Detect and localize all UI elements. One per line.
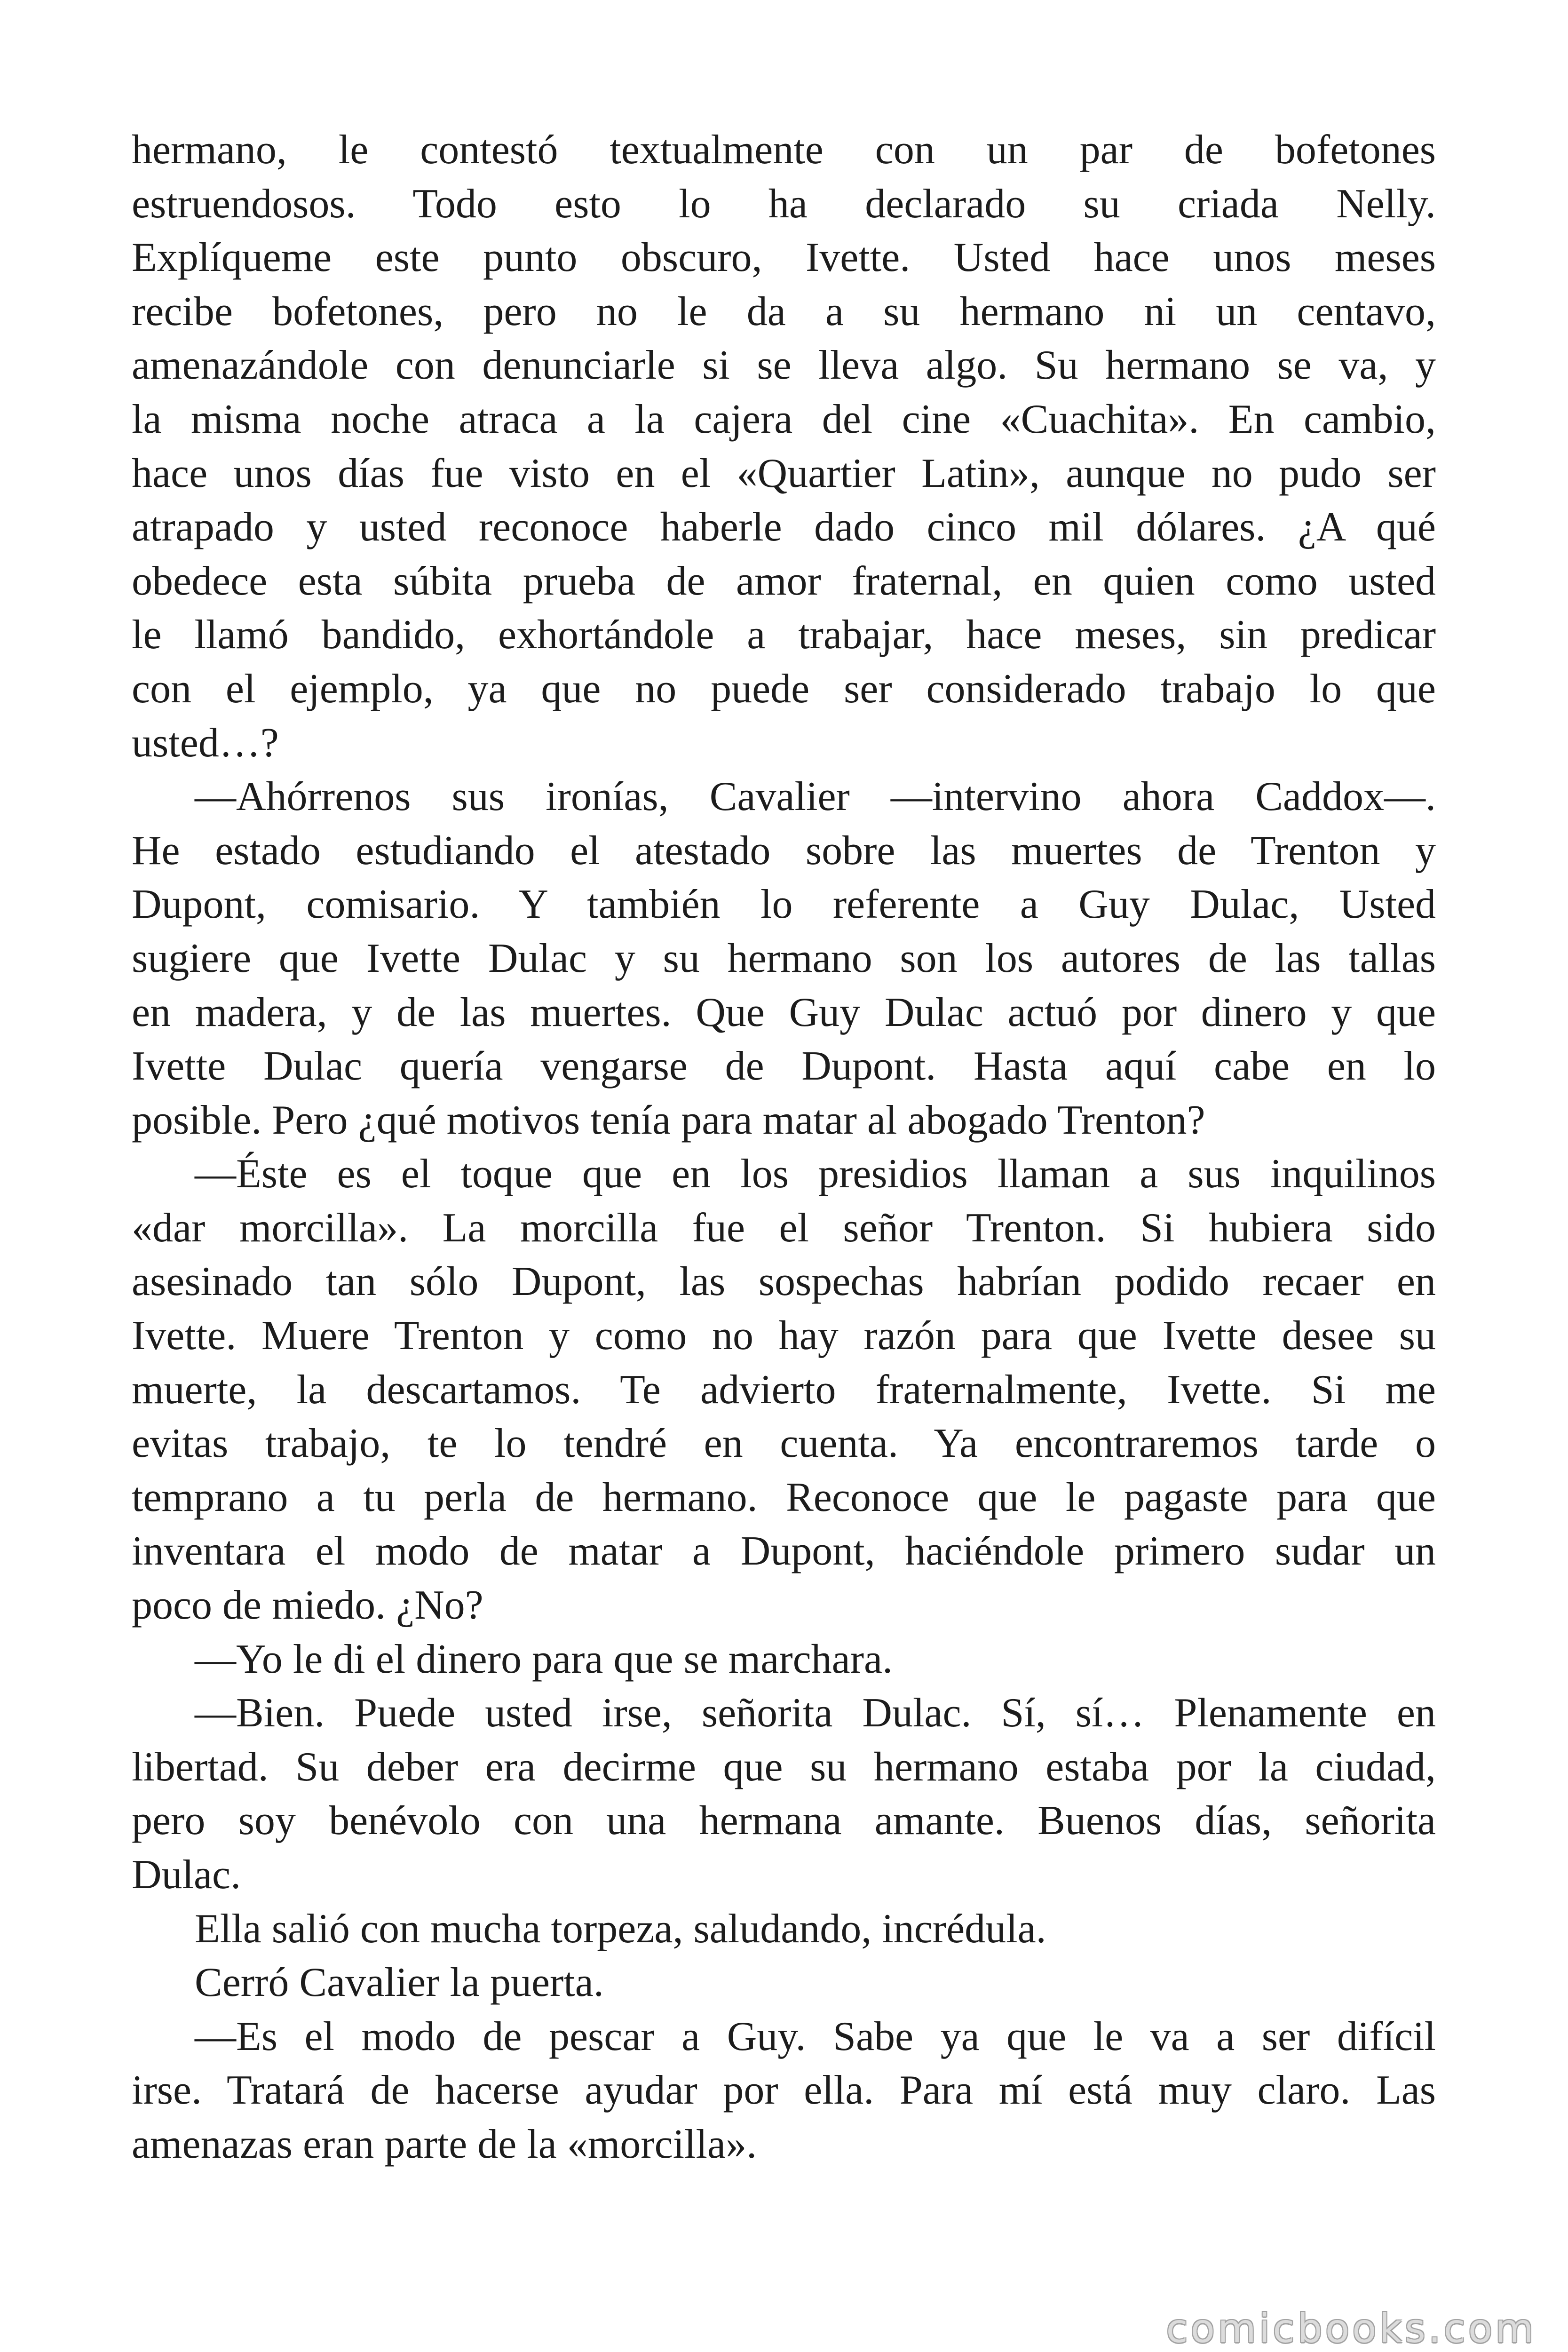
- text-line: Ivette Dulac quería vengarse de Dupont. Hasta aquí cabe en lo: [132, 1043, 1436, 1089]
- text-line: Dupont, comisario. Y también lo referente a Guy Dulac, Usted: [132, 882, 1436, 928]
- text-line: obedece esta súbita prueba de amor fraternal, en quien como usted: [132, 558, 1436, 604]
- text-line: amenazándole con denunciarle si se lleva algo. Su hermano se va, y: [132, 342, 1436, 389]
- text-line: la misma noche atraca a la cajera del cine «Cuachita». En cambio,: [132, 396, 1436, 442]
- text-line: estruendosos. Todo esto lo ha declarado su criada Nelly.: [132, 181, 1436, 227]
- text-line: —Yo le di el dinero para que se marchara.: [195, 1636, 893, 1682]
- paragraph: [132, 770, 1436, 1147]
- text-line: recibe bofetones, pero no le da a su hermano ni un centavo,: [132, 288, 1436, 334]
- text-line: irse. Tratará de hacerse ayudar por ella. Para mí está muy claro. Las: [132, 2067, 1436, 2114]
- text-line: poco de miedo. ¿No?: [132, 1582, 483, 1629]
- text-line: libertad. Su deber era decirme que su hermano estaba por la ciudad,: [132, 1744, 1436, 1790]
- text-line: evitas trabajo, te lo tendré en cuenta. Ya encontraremos tarde o: [132, 1421, 1436, 1467]
- text-line: Dulac.: [132, 1852, 241, 1898]
- text-line: amenazas eran parte de la «morcilla».: [132, 2121, 757, 2167]
- text-line: Ivette. Muere Trenton y como no hay razón para que Ivette desee su: [132, 1313, 1436, 1359]
- paragraph: [132, 1686, 1436, 1902]
- text-line: atrapado y usted reconoce haberle dado cinco mil dólares. ¿A qué: [132, 504, 1436, 550]
- text-line: hermano, le contestó textualmente con un par de bofetones: [132, 127, 1436, 173]
- text-line: asesinado tan sólo Dupont, las sospechas habrían podido recaer en: [132, 1259, 1436, 1305]
- text-line: posible. Pero ¿qué motivos tenía para matar al abogado Trenton?: [132, 1097, 1205, 1143]
- text-line: con el ejemplo, ya que no puede ser considerado trabajo lo que: [132, 666, 1436, 712]
- text-line: en madera, y de las muertes. Que Guy Dulac actuó por dinero y que: [132, 989, 1436, 1035]
- text-line: Ella salió con mucha torpeza, saludando, incrédula.: [195, 1906, 1046, 1952]
- text-line: inventara el modo de matar a Dupont, haciéndole primero sudar un: [132, 1528, 1436, 1574]
- text-line: sugiere que Ivette Dulac y su hermano son los autores de las tallas: [132, 935, 1436, 981]
- text-line: pero soy benévolo con una hermana amante. Buenos días, señorita: [132, 1798, 1436, 1844]
- text-line: usted…?: [132, 720, 279, 766]
- text-line: Explíqueme este punto obscuro, Ivette. Usted hace unos meses: [132, 235, 1436, 281]
- text-line: le llamó bandido, exhortándole a trabajar, hace meses, sin predicar: [132, 612, 1436, 658]
- watermark: comicbooks.com: [1166, 2305, 1536, 2352]
- text-line: temprano a tu perla de hermano. Reconoce que le pagaste para que: [132, 1474, 1436, 1520]
- body-text: [132, 123, 1436, 2172]
- text-line: Cerró Cavalier la puerta.: [195, 1960, 604, 2006]
- text-line: —Es el modo de pescar a Guy. Sabe ya que le va a ser difícil: [195, 2013, 1436, 2059]
- paragraph: [132, 1902, 1436, 1956]
- paragraph: [132, 1147, 1436, 1632]
- paragraph: [132, 1633, 1436, 1687]
- text-line: —Ahórrenos sus ironías, Cavalier —intervino ahora Caddox—.: [195, 774, 1436, 820]
- paragraph: [132, 2010, 1436, 2172]
- paragraph: [132, 123, 1436, 770]
- text-line: «dar morcilla». La morcilla fue el señor Trenton. Si hubiera sido: [132, 1205, 1436, 1251]
- text-line: muerte, la descartamos. Te advierto fraternalmente, Ivette. Si me: [132, 1367, 1436, 1413]
- paragraph: [132, 1956, 1436, 2010]
- text-line: He estado estudiando el atestado sobre las muertes de Trenton y: [132, 827, 1436, 874]
- text-line: hace unos días fue visto en el «Quartier Latin», aunque no pudo ser: [132, 450, 1436, 496]
- text-line: —Bien. Puede usted irse, señorita Dulac. Sí, sí… Plenamente en: [195, 1690, 1436, 1736]
- text-line: —Éste es el toque que en los presidios llaman a sus inquilinos: [195, 1151, 1436, 1197]
